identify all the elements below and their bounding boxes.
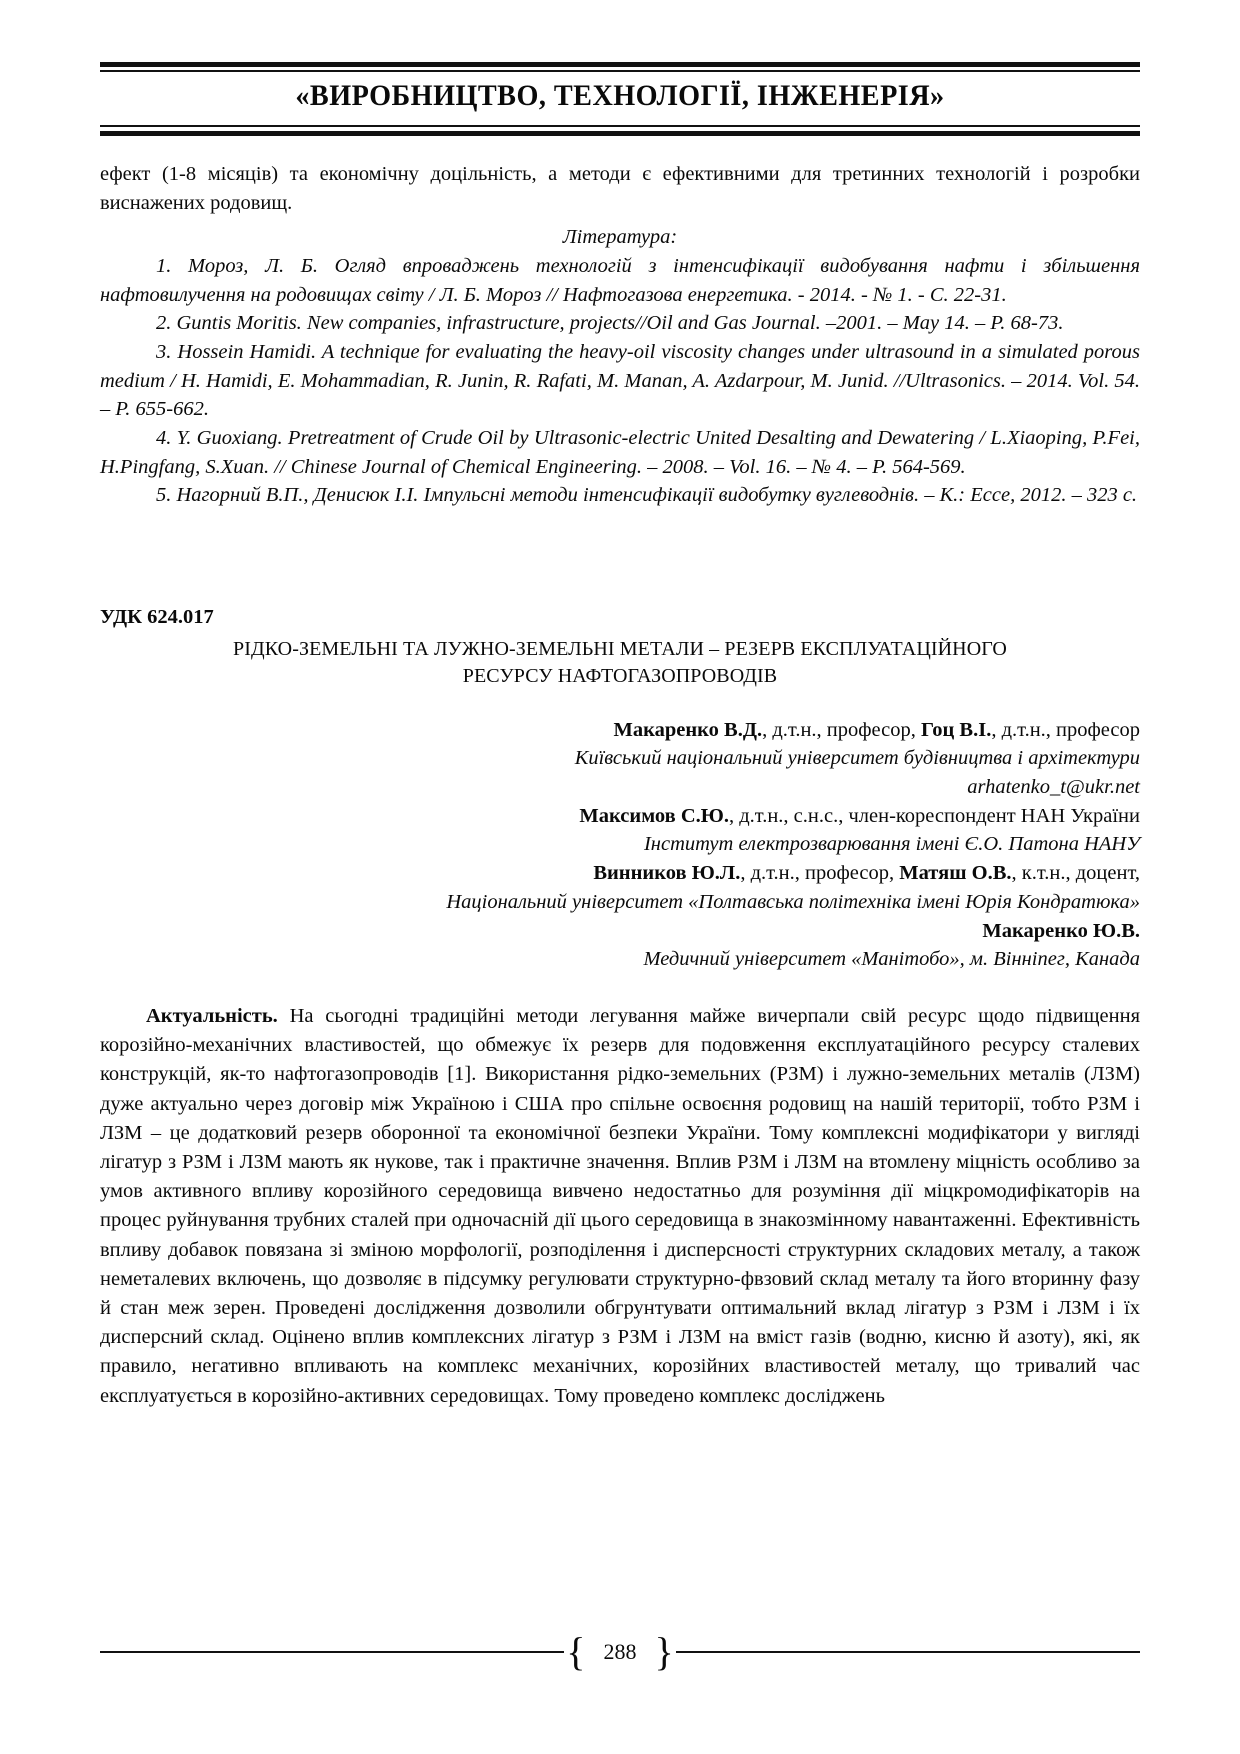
- udc-code: УДК 624.017: [100, 606, 214, 629]
- reference-item: 4. Y. Guoxiang. Pretreatment of Crude Oil by Ultrasonic-electric United Desalting and Dewatering / L.Xiaoping, P.Fei, H.Pingfang, S.Xuan. // Chinese Journal of Chemical Engineering. – 2008. – Vol. 16. – № 4. – P. 564-569.: [100, 427, 1140, 478]
- author-line: [100, 802, 1140, 831]
- reference-item: 2. Guntis Moritis. New companies, infrastructure, projects//Oil and Gas Journal. –2001. – May 14. – P. 68-73.: [156, 312, 1064, 335]
- author-affiliation: Медичний університет «Манітобо», м. Вінніпег, Канада: [643, 948, 1140, 971]
- running-head-title: «ВИРОБНИЦТВО, ТЕХНОЛОГІЇ, ІНЖЕНЕРІЯ»: [295, 79, 945, 112]
- author-degree: , д.т.н., професор: [991, 718, 1140, 741]
- author-affiliation: Київський національний університет будівництва і архітектури: [574, 747, 1140, 770]
- page-number: 288: [603, 1639, 637, 1664]
- author-name: Винников Ю.Л.: [593, 862, 741, 885]
- author-degree: , к.т.н., доцент,: [1011, 862, 1140, 885]
- author-line: [100, 859, 1140, 888]
- author-name: Матяш О.В.: [899, 862, 1012, 885]
- author-line: [100, 716, 1140, 745]
- references-list: [100, 252, 1140, 510]
- article-title: [100, 636, 1140, 690]
- author-degree: , д.т.н., професор,: [762, 718, 921, 741]
- abstract-paragraph: [100, 1002, 1140, 1411]
- article-section: [100, 606, 1140, 1411]
- page-footer: [100, 1629, 1140, 1674]
- article-title-line2: РЕСУРСУ НАФТОГАЗОПРОВОДІВ: [462, 664, 778, 687]
- header-rule-bottom-thick: [100, 131, 1140, 136]
- author-email[interactable]: arhatenko_t@ukr.net: [967, 776, 1140, 799]
- running-head: [100, 62, 1140, 136]
- reference-item: 5. Нагорний В.П., Денисюк І.І. Імпульсні методи інтенсифікації видобутку вуглеводнів. – К.: Ecce, 2012. – 323 с.: [156, 484, 1138, 507]
- author-line: [100, 917, 1140, 946]
- author-block: [100, 716, 1140, 974]
- footer-brace-right: }: [654, 1629, 674, 1674]
- header-rule-top-thick: [100, 62, 1140, 67]
- footer-rule-right: [676, 1651, 1140, 1653]
- reference-item: 1. Мороз, Л. Б. Огляд впроваджень технологій з інтенсифікації видобування нафти і збільшення нафтовилучення на родовищах світу / Л. Б. Мороз // Нафтогазова енергетика. - 2014. - № 1. - С. 22-31.: [100, 254, 1140, 306]
- header-rule-bottom-thin: [100, 125, 1140, 127]
- abstract-lead-in: Актуальність.: [146, 1004, 278, 1027]
- author-name: Гоц В.І.: [921, 718, 992, 741]
- continuation-paragraph: ефект (1-8 місяців) та економічну доцільність, а методи є ефективними для третинних технологій і розробки виснажених родовищ.: [100, 163, 1140, 215]
- abstract-text: На сьогодні традиційні методи легування майже вичерпали свій ресурс щодо підвищення корозійно-механічних властивостей, що обмежує їх резерв для подовження експлуатаційного ресурсу сталевих конструкцій, як-то нафтогазопроводів [1]. Використання рідко-земельних (РЗМ) і лужно-земельних металів (ЛЗМ) дуже актуально через договір між Україною і США про спільне освоєння родовищ на нашій території, тобто РЗМ і ЛЗМ – це додатковий резерв оборонної та економічної безпеки України. Тому комплексні модифікатори у вигляді лігатур з РЗМ і ЛЗМ мають як нукове, так і практичне значення. Вплив РЗМ і ЛЗМ на втомлену міцність особливо за умов активного впливу корозійного середовища вивчено недостатньо для розуміння дії міцкромодифікаторів на процес руйнування трубних сталей при одночасній дії цього середовища в знакозмінному навантаженні. Ефективність впливу добавок повязана зі зміною морфології, розподілення і дисперсності структурних складових металу, а також неметалевих включень, що дозволяє в підсумку регулювати структурно-фвзовий склад металу та його вторинну фазу й стан меж зерен. Проведені дослідження дозволили обгрунтувати оптимальний вклад лігатур з РЗМ і ЛЗМ і їх дисперсний склад. Оцінено вплив комплексних лігатур з РЗМ і ЛЗМ на вміст газів (водню, кисню й азоту), які, як правило, негативно впливають на комплекс механічних, корозійних властивостей металу, що тривалий час експлуатується в корозійно-активних середовищах. Тому проведено комплекс досліджень: [100, 1004, 1140, 1407]
- footer-rule-left: [100, 1651, 564, 1653]
- author-name: Макаренко Ю.В.: [982, 919, 1140, 942]
- author-degree: , д.т.н., с.н.с., член-кореспондент НАН України: [728, 804, 1140, 827]
- author-affiliation: Національний університет «Полтавська політехніка імені Юрія Кондратюка»: [446, 890, 1140, 913]
- author-name: Максимов С.Ю.: [579, 804, 729, 827]
- footer-brace-left: {: [566, 1629, 586, 1674]
- author-affiliation: Інститут електрозварювання імені Є.О. Патона НАНУ: [643, 833, 1140, 856]
- author-degree: , д.т.н., професор,: [740, 862, 900, 885]
- author-name: Макаренко В.Д.: [613, 718, 763, 741]
- references-heading: Література:: [562, 225, 678, 248]
- reference-item: 3. Hossein Hamidi. A technique for evaluating the heavy-oil viscosity changes under ultrasound in a simulated porous medium / H. Hamidi, E. Mohammadian, R. Junin, R. Rafati, M. Manan, A. Azdarpour, M. Junid. //Ultrasonics. – 2014. Vol. 54. – P. 655-662.: [100, 341, 1140, 421]
- article-title-line1: РІДКО-ЗЕМЕЛЬНІ ТА ЛУЖНО-ЗЕМЕЛЬНІ МЕТАЛИ – РЕЗЕРВ ЕКСПЛУАТАЦІЙНОГО: [233, 638, 1007, 661]
